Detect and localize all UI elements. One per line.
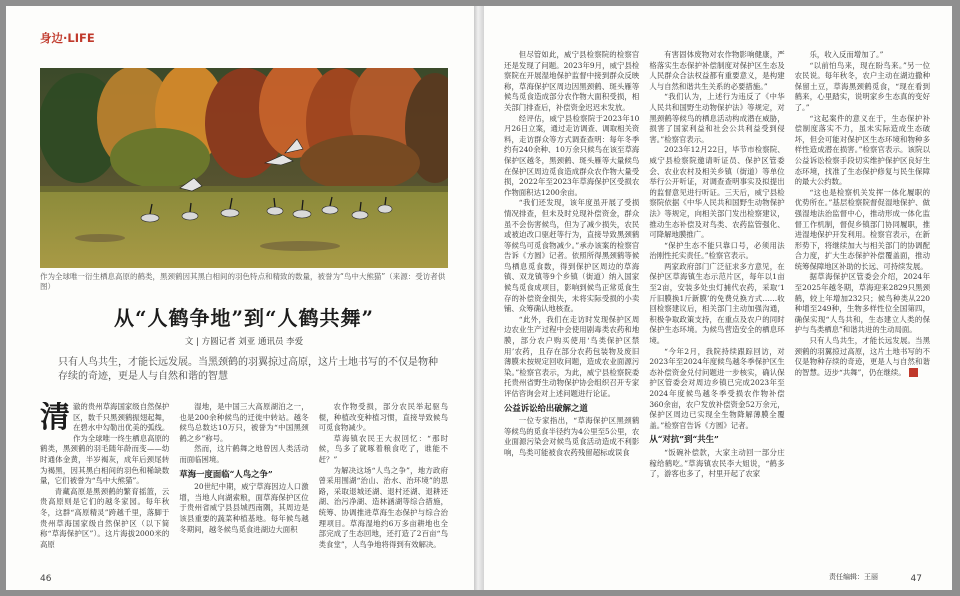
paragraph: “今年2月，我院持续跟踪回访，对2023年至2024年度候鸟越冬季保护区生态补偿资金兑付问题进一步核实，确认保护区管委会对周边乡镇已完成2023年至2024年度候鸟越冬季受损农作物补偿360余亩，农户发放补偿资金52万余元，保护区周边已实现全生物降解薄膜全覆盖。”检察官告诉《方圆》记者。 [649,346,785,430]
paragraph: 但尽管如此，威宁县检察院的检察官还是发现了问题。2023年9月，威宁县检察院在开展湿地保护监督中接到群众反映称，草海保护区周边因黑颈鹤、斑头雁等候鸟觅食造成部分农作物大面积受损，相关部门排查后，补偿资金迟迟未发放。 [504,50,640,112]
left-body-columns [40,402,448,570]
paragraph: 为解决这场“人鸟之争”，地方政府曾采用围湖“治山、治水、治环境”的思路，采取退城还湖、退村还湖、退耕还湖、治污净湖、造林涵湖等综合措施，统筹、协调推进草海生态保护与综合治理项目。草海湿地约6万多亩耕地也全部完成了生态回地，还打造了2百亩“鸟类食堂”，人鸟争地将得到有效解决。 [318,465,448,549]
lead-paragraph: 只有人鸟共生，才能长远发展。当黑颈鹤的羽翼掠过高原，这片土地书写的不仅是物种存续的奇迹，更是人与自然和谐的智慧 [58,357,438,382]
paragraph-text: 只有人鸟共生，才能长远发展。当黑颈鹤的羽翼掠过高原，这片土地书写的不仅是物种存续的奇迹，更是人与自然和谐的智慧。迈步“共舞”，仍在继续。 [794,336,930,377]
paragraph: 青藏高原是黑颈鹤的繁育摇篮，云贵高原则是它们的越冬家园。每年秋冬，这群“高原精灵”跨越千里，落脚于贵州草海国家级自然保护区（以下简称“草海保护区”）。这片海拔2000米的高原 [40,486,170,549]
body-column [319,402,448,570]
page-number: 47 [910,574,922,584]
body-column [40,402,169,570]
cranes-photo [40,68,448,268]
body-column [179,402,308,570]
paragraph: 20世纪中期，威宁草海因边人口激增，当地人向湖索粮，面草海保护区位于贵州省威宁县县城西南隅，其周边是该县重要的蔬菜种植基地。每年候鸟越冬期间，越冬候鸟觅食进湖边大面积 [179,482,309,534]
subheading: 草海一度面临“人鸟之争” [179,468,273,479]
paragraph [795,336,930,378]
left-page [6,6,474,590]
paragraph: “这起案件的意义在于，生态保护补偿制度落实不力，虽未实际造成生态破坏，但会可能对保护区生态环境和物种多样性造成潜在损害。”检察官表示。该院以公益诉讼检察手段切实维护保护区良好生态环境，找准了生态保护修复与民生保障的最大公约数。 [794,113,930,187]
article-title: 从“人鹤争地”到“人鹤共舞” [113,306,374,330]
black-necked-cranes-image [40,68,448,268]
right-body-columns [504,50,930,572]
photo-caption: 作为全球唯一衍生栖息高原的鹤类，黑颈鹤因其黑白相间的羽色特点和精致的数量，被誉为“鸟中大熊猫”（来源：受访者供图） [40,272,446,291]
paragraph: 经评估，威宁县检察院于2023年10月26日立案，通过走访调查、调取相关资料，走访群众等方式调查查明：每年冬季约有240余种、10万余只候鸟在该至草海保护区越冬，黑颈鹤、斑头雁等大量候鸟在保护区周边觅食造成群众农作物大量受损，2022年至2023年草海保护区受损农作物面积达1200余亩。 [504,113,640,197]
end-mark-icon [909,368,918,377]
spine-gutter [474,6,484,590]
paragraph: “以前怕鸟来，现在盼鸟来。”另一位农民说。每年秋冬，农户主动在湖边撒种保留土豆，草海黑颈鹤觅食，“现在看到鹤来，心里踏实，说明家乡生态真的变好了。” [794,60,930,112]
paragraph: “我们认为，上述行为违反了《中华人民共和国野生动物保护法》等规定，对黑颈鹤等候鸟的栖息活动构成潜在威胁，损害了国家利益和社会公共利益受到侵害。”检察官表示。 [649,92,785,144]
page-number: 46 [40,574,52,584]
paragraph: “饭碗补偿款，大家主动回一部分庄稼给鹤吃。”草海镇农民李大姐说，“鹤多了，游客也多了，村里开起了农家 [649,447,785,479]
paragraph [40,402,169,487]
section-label: 身边·LIFE [40,31,95,45]
paragraph: 两家政府部门广泛征求多方意见，在保护区草海镇生态示范片区，每年以1亩至2亩，安装多处虫灯捕代农药，采取‘1斤旧膜换1斤新膜’的免费兑换方式……收回检察建议后，相关部门主动加强沟通，积极争取政策支持，在重点及农户的同时保护生态环境。为候鸟营造安全的栖息环境。 [649,261,785,346]
subheading: 公益诉讼给出破解之道 [504,402,588,413]
paragraph: 然而，这片鹤舞之地曾因人类活动而面临困境。 [179,444,309,464]
paragraph: 草海镇农民王大叔回忆：“那时候，鸟多了就啄着粮食吃了，谁能不赶？” [318,433,448,464]
paragraph: 据草海保护区管委会介绍，2024年至2025年越冬期，草海迎来2829只黑颈鹤，较上年增加232只；候鸟种类从220种增至249种，生物多样性位全国第四，确保实现“人鸟共和，生态建立人类的保护与鸟类栖息”和谐共进的生动局面。 [794,272,930,335]
paragraph: “此外，我们在走访时发现保护区周边农业生产过程中会使用剧毒类农药和地膜，部分农户购买使用‘鸟类保护区禁用’农药，且存在部分农药包装物及废旧薄膜未按规定回收问题，造成农业面源污染。”检察官表示，为此，威宁县检察院委托贵州省野生动物保护协会组织召开专家评估咨询会对上述问题进行论证。 [504,314,640,398]
paragraph: “保护生态不能只靠口号，必须用法治刚性托实责任。”检察官表示。 [649,240,785,261]
byline: 文 | 方圆记者 刘亚 通讯员 李爱 [184,337,304,347]
paragraph: 有害固体废物对农作物影响健康，严格落实生态保护补偿制度对保护区生态及人民群众合法权益都有重要意义，是构建人与自然和谐共生关系的必要措施。” [649,50,785,91]
paragraph: 农作物受损，部分农民举起驱鸟棍，种植改变种植习惯，直接导致候鸟可觅食物减少。 [318,402,448,433]
paragraph: 湿地，是中国三大高原湖泊之一，也是200余种候鸟的迁徙中转站。越冬候鸟总数达10万只，被誉为“中国黑颈鹤之乡”称号。 [179,402,309,443]
body-column [795,50,930,572]
body-column [504,50,639,572]
paragraph: “我们还发现，该年度虽开展了受损情况排查，但未及时兑现补偿资金，群众虽不会伤害候鸟，但为了减少损失，农民或被迫改口驱赶等行为，直接导致黑颈鹤等候鸟可觅食物减少。”承办该案的检察官告诉《方圆》记者。依照所得黑颈鹤等候鸟栖息觅食数，得到保护区周边的草海镇、双龙镇等9个乡镇（街道）纳入国家候鸟觅食成项目，影响到候鸟正常觅食生存的补偿资金损失，未将实际受损的小卖铺、众筹确认地核查。 [504,198,640,314]
subheading: 从“对抗”到“共生” [649,434,719,445]
body-column [649,50,784,572]
right-page [484,6,952,590]
drop-cap: 清 [40,402,70,435]
paragraph: “这也是检察机关发挥一体化履职的优势所在。”基层检察院督促湿地保护、做强湿地法治监督中心，推动形成一体化监督工作机制，督促乡镇部门协同履职，推进湿地保护开发利用。检察官表示，在新形势下，将继续加大与相关部门的协调配合力度，扩大生态保护补偿覆盖面，推动统筹保障地区补助的长远、可持续发展。 [794,187,930,271]
paragraph: 2023年12月22日，毕节市检察院、威宁县检察院邀请听证员、保护区管委会、农业农村及相关乡镇（街道）等单位举行公开听证，对调查查明事实及拟提出的监督意见进行听证。三天后，威宁县检察院依据《中华人民共和国野生动物保护法》等规定，向相关部门发出检察建议，推动生态补偿及对鸟类、农药监管强化、可降解地膜推广。 [649,145,785,240]
paragraph: 乐，收入反而增加了。” [809,50,884,59]
paragraph: 一位专家指出，“草海保护区黑颈鹤等候鸟的觅食半径约为4公里至5公里，农业面源污染会对候鸟觅食活动造成不利影响，鸟类可能被食农药残留超标或误食 [504,416,640,457]
editor-credit: 责任编辑：王丽 [829,573,878,581]
paragraph-text: 澈的贵州草海国家级自然保护区，数千只黑颈鹤振翅起舞，在碧水中勾勒出优美的弧线。作为全球唯一终生栖息高原的鹤类，黑颈鹤的羽毛随年龄而变——幼时通体金黄，半岁褐灰，成年后颈尾转为褐黑，因其黑白相间的羽色和稀缺数量，它们被誉为“鸟中大熊猫”。 [40,402,170,486]
